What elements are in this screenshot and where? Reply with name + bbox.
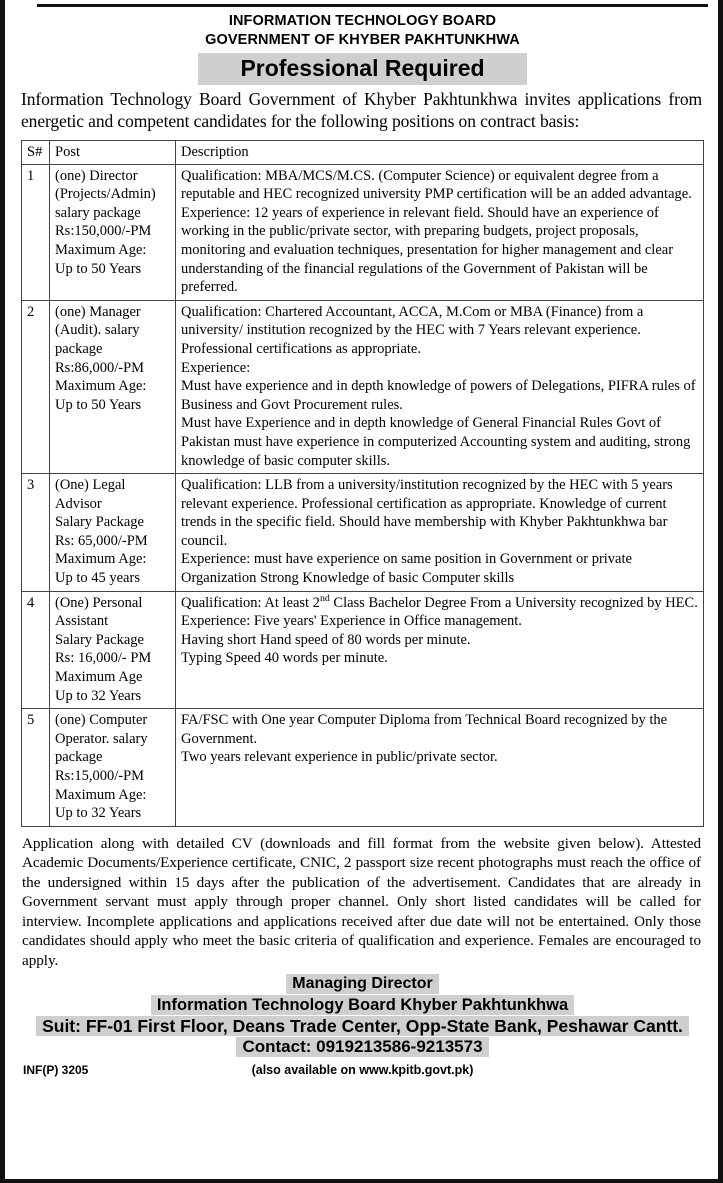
table-header-row [22,141,704,165]
post-line: (one) Computer [55,712,148,729]
org-name-line2: GOVERNMENT OF KHYBER PAKHTUNKHWA [205,32,520,48]
org-name-line1: INFORMATION TECHNOLOGY BOARD [228,13,497,29]
signature-designation: Managing Director [286,974,438,994]
signature-contact: Contact: 0919213586-9213573 [236,1037,488,1057]
post-line: Rs: 16,000/- PM [55,650,152,667]
description-line: Two years relevant experience in public/private sector. [181,749,498,766]
post-line: Maximum Age: [55,786,147,803]
post-line: Assistant [55,613,109,630]
post-line: Up to 32 Years [55,805,142,822]
table-head [22,141,704,165]
cell-serial-number: 3 [22,474,50,592]
table-row [22,164,704,300]
cell-description [176,300,704,473]
description-line: Having short Hand speed of 80 words per minute. [181,631,471,648]
post-line: (one) Manager [55,303,141,320]
signature-block [21,974,704,1057]
post-line: Salary Package [55,631,144,648]
column-header-sn: S# [22,141,50,165]
post-line: Up to 50 Years [55,260,142,277]
description-line: Qualification: Chartered Accountant, ACCA, M.Com or MBA (Finance) from a university/ institution recognized by the HEC with 7 Years relevant experience. Professional certifications as appropriate. [181,303,644,357]
description-line: FA/FSC with One year Computer Diploma from Technical Board recognized by the Government. [181,712,668,747]
inf-number: INF(P) 3205 [23,1063,89,1078]
cell-description [176,591,704,709]
post-line: (One) Legal [55,477,126,494]
column-header-post: Post [50,141,176,165]
table-row [22,709,704,827]
table-body [22,164,704,826]
post-line: Up to 32 Years [55,687,142,704]
cell-post [50,591,176,709]
post-line: Maximum Age: [55,241,147,258]
signature-contact-row [21,1037,704,1057]
banner-wrapper [21,53,704,85]
description-line: Experience: 12 years of experience in relevant field. Should have an experience of working in the public/private sector, with preparing budgets, project proposals, monitoring and evaluation techniques, presentation for higher management and clear understanding of the financial regulations of the Government of Pakistan will be preferred. [181,204,674,296]
cell-post [50,709,176,827]
post-line: Rs: 65,000/-PM [55,532,148,549]
post-line: Rs:86,000/-PM [55,359,145,376]
post-line: Salary Package [55,514,144,531]
description-line: Qualification: MBA/MCS/M.CS. (Computer Science) or equivalent degree from a reputable and HEC recognized university PMP certification will be an added advantage. [181,167,692,203]
table-row [22,474,704,592]
description-line: Typing Speed 40 words per minute. [181,650,388,667]
description-line: Must have Experience and in depth knowledge of General Financial Rules Govt of Pakistan must have experience in computerized Accounting system and auditing, strong knowledge of basic computer skills. [181,415,691,469]
headline-banner: Professional Required [198,53,526,85]
website-note: (also available on www.kpitb.govt.pk) [251,1063,474,1078]
intro-paragraph: Information Technology Board Government of Khyber Pakhtunkhwa invites applications from energetic and competent candidates for the following positions on contract basis: [21,89,702,131]
signature-organization-row [21,995,704,1015]
cell-description [176,474,704,592]
cell-post [50,300,176,473]
description-line: Qualification: LLB from a university/institution recognized by the HEC with 5 years relevant experience. Professional certification as appropriate. Knowledge of current trends in the specific field. Should have membership with Khyber Pakhtunkhwa bar council. [181,477,673,549]
description-line: Qualification: At least 2nd Class Bachelor Degree From a University recognized by HEC. [181,592,698,611]
post-line: Up to 45 years [55,570,140,587]
masthead [21,12,704,50]
signature-organization: Information Technology Board Khyber Pakhtunkhwa [151,995,574,1015]
cell-description [176,164,704,300]
table-row [22,591,704,709]
signature-address: Suit: FF-01 First Floor, Deans Trade Center, Opp-State Bank, Peshawar Cantt. [36,1016,689,1036]
description-line: Experience: Five years' Experience in Office management. [181,613,522,630]
positions-table [21,140,704,827]
column-header-description: Description [176,141,704,165]
cell-serial-number: 4 [22,591,50,709]
post-line: Advisor [55,495,102,512]
cell-post [50,474,176,592]
description-line: Experience: must have experience on same position in Government or private Organization Strong Knowledge of basic Computer skills [181,551,632,587]
post-line: Up to 50 Years [55,396,142,413]
cell-serial-number: 1 [22,164,50,300]
post-line: package [55,749,103,766]
signature-address-row [21,1016,704,1036]
footer [21,1057,704,1083]
cell-post [50,164,176,300]
post-line: (Projects/Admin) [55,186,156,203]
post-line: Rs:150,000/-PM [55,223,152,240]
cell-serial-number: 2 [22,300,50,473]
post-line: Maximum Age [55,669,143,686]
post-line: (one) Director [55,167,138,184]
post-line: salary package [55,204,141,221]
cell-description [176,709,704,827]
post-line: Maximum Age: [55,378,147,395]
post-line: Maximum Age: [55,551,147,568]
post-line: Operator. salary [55,730,148,747]
post-line: package [55,340,103,357]
post-line: Rs:15,000/-PM [55,768,145,784]
cell-serial-number: 5 [22,709,50,827]
post-line: (One) Personal [55,594,143,611]
signature-designation-row [21,974,704,994]
description-line: Must have experience and in depth knowledge of powers of Delegations, PIFRA rules of Business and Govt Procurement rules. [181,378,696,413]
closing-paragraph: Application along with detailed CV (downloads and fill format from the website given below). Attested Academic Documents/Experience certificate, CNIC, 2 passport size recent photographs must reach the office of the undersigned within 15 days after the publication of the advertisement. Candidates that are already in Government servant must apply through proper channel. Only short listed candidates will be called for interview. Incomplete applications and applications received after due date will not be entertained. Only those candidates should apply who meet the basic criteria of qualification and experience. Females are encouraged to apply. [22,834,701,969]
post-line: (Audit). salary [55,322,140,339]
table-row [22,300,704,473]
description-line: Experience: [181,359,251,376]
